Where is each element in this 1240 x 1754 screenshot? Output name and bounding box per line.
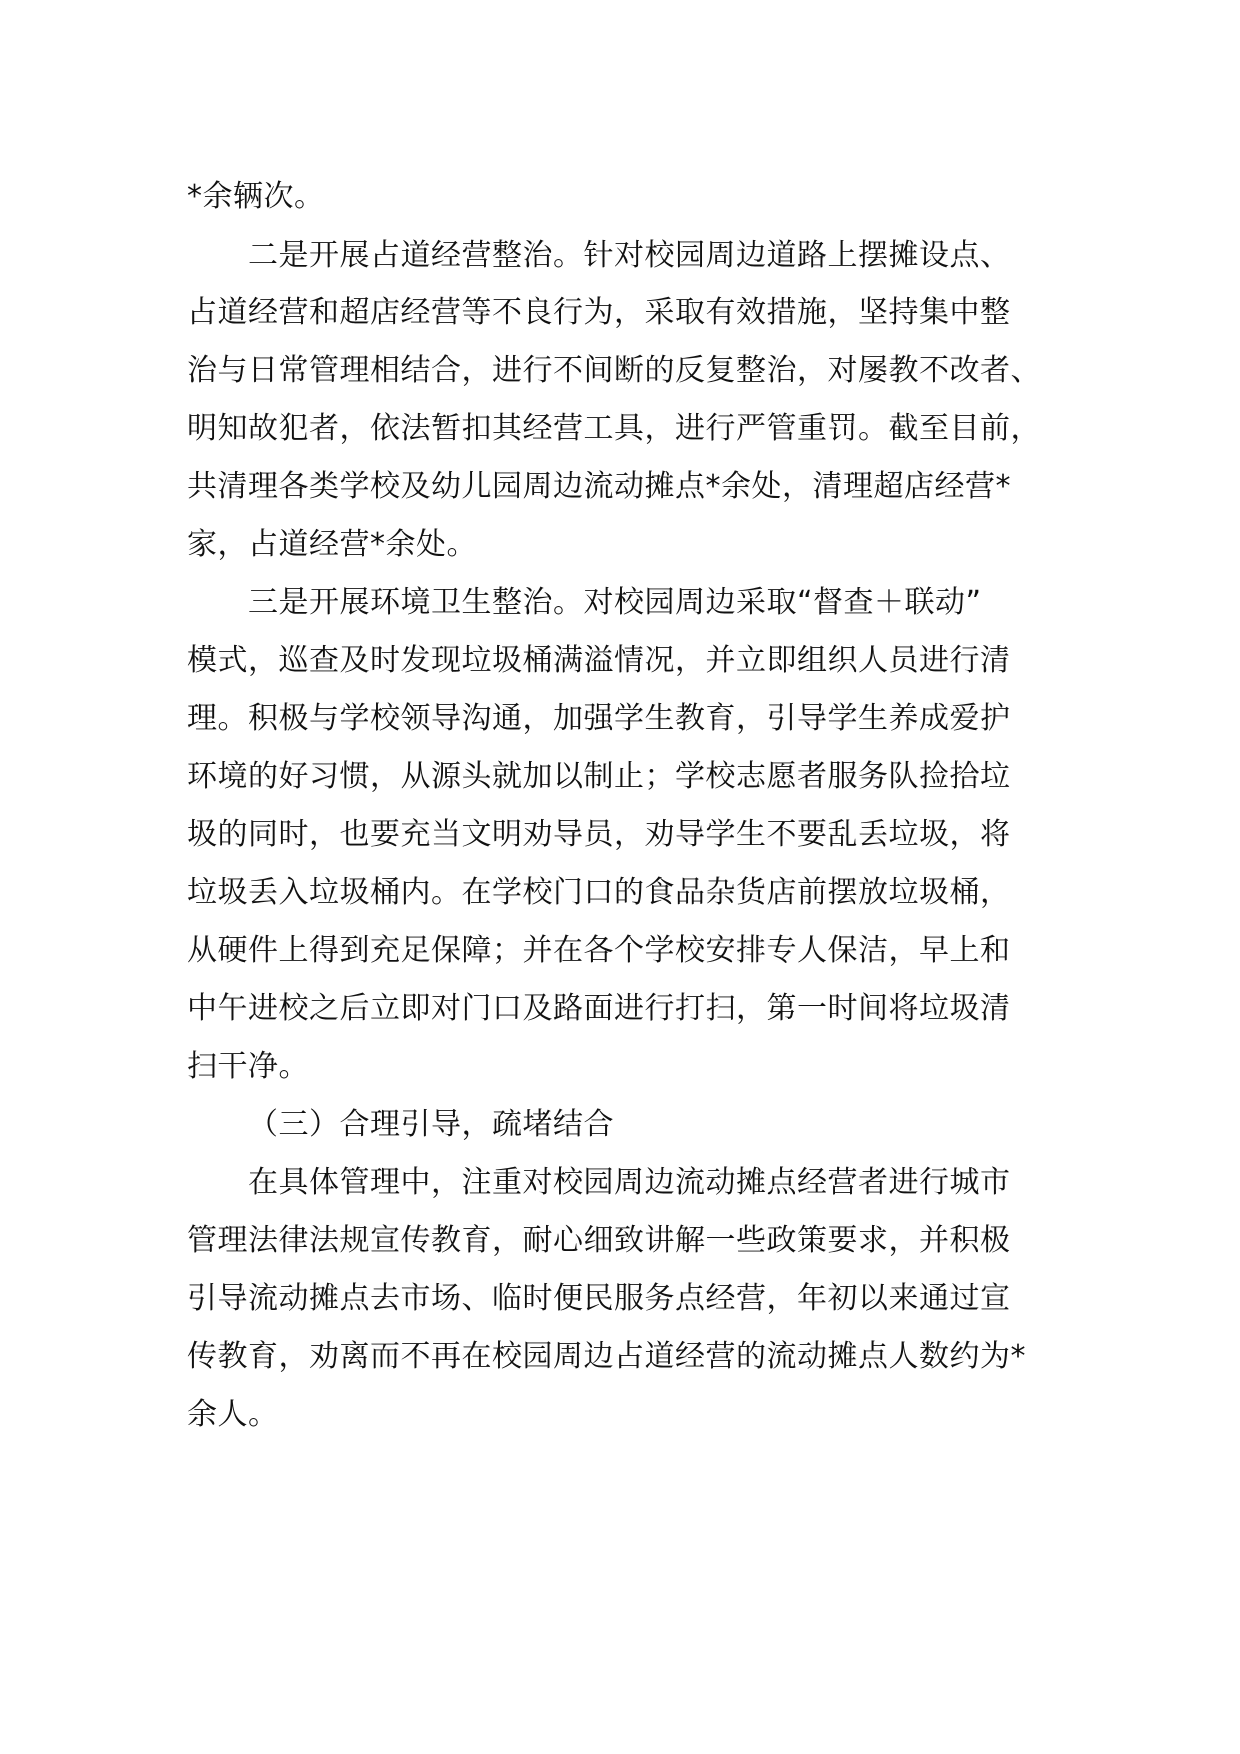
text-line: 治与日常管理相结合，进行不间断的反复整治，对屡教不改者、 xyxy=(187,353,1041,388)
text-line: 理。积极与学校领导沟通，加强学生教育，引导学生养成爱护 xyxy=(187,701,1011,736)
text-line: 垃圾丢入垃圾桶内。在学校门口的食品杂货店前摆放垃圾桶， xyxy=(187,875,1011,910)
text-line: 扫干净。 xyxy=(187,1049,309,1084)
paragraph-first-line: 三是开展环境卫生整治。对校园周边采取“督查＋联动” xyxy=(248,585,982,620)
text-line: 家，占道经营*余处。 xyxy=(187,527,477,562)
text-line: 管理法律法规宣传教育，耐心细致讲解一些政策要求，并积极 xyxy=(187,1223,1011,1258)
text-line: 引导流动摊点去市场、临时便民服务点经营，年初以来通过宣 xyxy=(187,1281,1011,1316)
text-line: 从硬件上得到充足保障；并在各个学校安排专人保洁，早上和 xyxy=(187,933,1011,968)
text-line: 圾的同时，也要充当文明劝导员，劝导学生不要乱丢垃圾，将 xyxy=(187,817,1011,852)
text-line: 明知故犯者，依法暂扣其经营工具，进行严管重罚。截至目前， xyxy=(187,411,1041,446)
section-heading: （三）合理引导，疏堵结合 xyxy=(248,1107,614,1142)
text-line: 传教育，劝离而不再在校园周边占道经营的流动摊点人数约为* xyxy=(187,1339,1026,1374)
text-line: 模式，巡查及时发现垃圾桶满溢情况，并立即组织人员进行清 xyxy=(187,643,1011,678)
text-line: 余人。 xyxy=(187,1397,279,1432)
text-line: 中午进校之后立即对门口及路面进行打扫，第一时间将垃圾清 xyxy=(187,991,1011,1026)
text-line: 占道经营和超店经营等不良行为，采取有效措施，坚持集中整 xyxy=(187,295,1011,330)
text-line: 环境的好习惯，从源头就加以制止；学校志愿者服务队捡拾垃 xyxy=(187,759,1011,794)
text-line: 共清理各类学校及幼儿园周边流动摊点*余处，清理超店经营* xyxy=(187,469,1011,504)
text-line: *余辆次。 xyxy=(187,179,325,214)
paragraph-first-line: 二是开展占道经营整治。针对校园周边道路上摆摊设点、 xyxy=(248,238,1011,273)
paragraph-first-line: 在具体管理中，注重对校园周边流动摊点经营者进行城市 xyxy=(248,1165,1011,1200)
